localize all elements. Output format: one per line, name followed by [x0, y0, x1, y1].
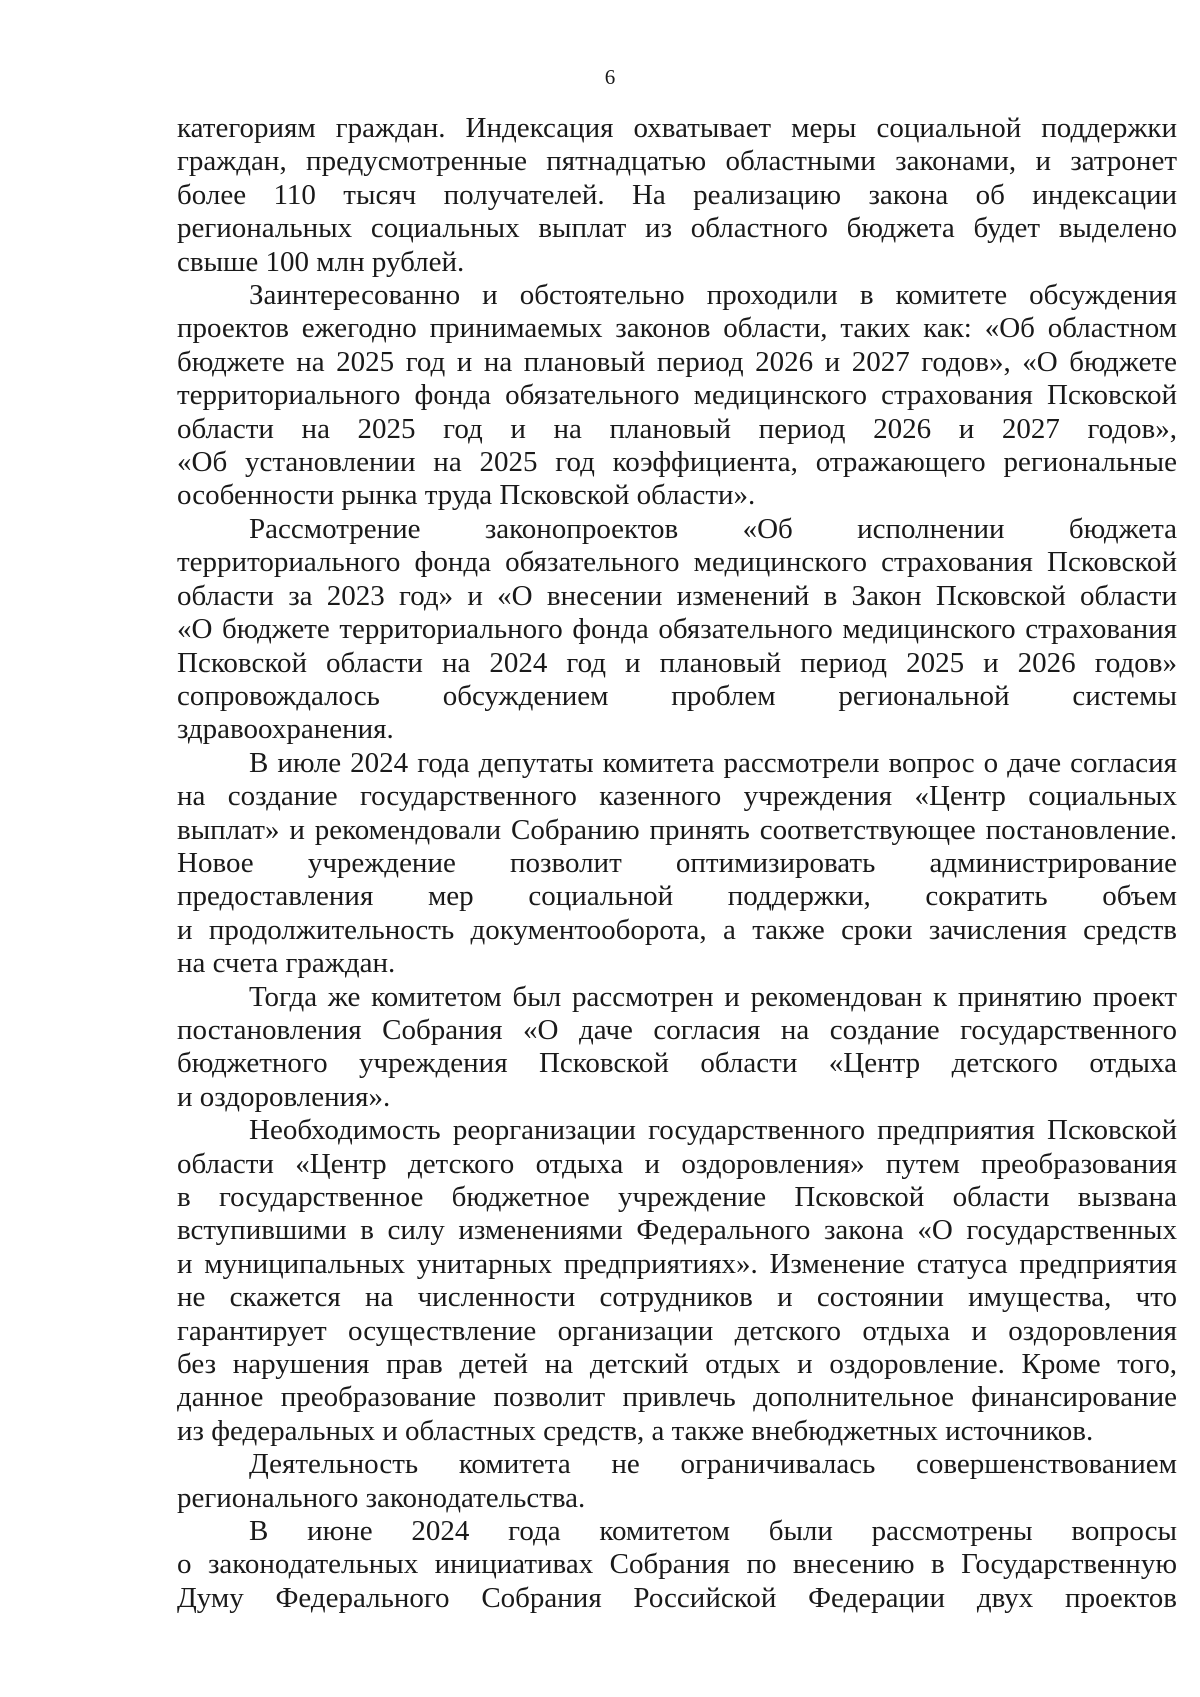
- text-line: Псковской области на 2024 год и плановый период 2025 и 2026 годов»: [177, 646, 1177, 679]
- text-line: свыше 100 млн рублей.: [177, 245, 465, 278]
- text-line: проектов ежегодно принимаемых законов области, таких как: «Об областном: [177, 312, 1177, 345]
- text-line: о законодательных инициативах Собрания по внесению в Государственную: [177, 1548, 1177, 1581]
- text-line: не скажется на численности сотрудников и состоянии имущества, что: [177, 1281, 1177, 1314]
- text-line: территориального фонда обязательного медицинского страхования Псковской: [177, 546, 1177, 579]
- text-line: сопровождалось обсуждением проблем региональной системы: [177, 679, 1177, 712]
- text-line: Думу Федерального Собрания Российской Федерации двух проектов: [177, 1581, 1177, 1614]
- text-line: области «Центр детского отдыха и оздоровления» путем преобразования: [177, 1147, 1177, 1180]
- text-line: бюджете на 2025 год и на плановый период 2026 и 2027 годов», «О бюджете: [177, 345, 1177, 378]
- text-line: и продолжительность документооборота, а также сроки зачисления средств: [177, 913, 1177, 946]
- paragraph-8: [177, 1515, 1177, 1615]
- text-line: и муниципальных унитарных предприятиях». Изменение статуса предприятия: [177, 1247, 1177, 1280]
- text-line: области на 2025 год и на плановый период 2026 и 2027 годов»,: [177, 412, 1177, 445]
- text-line: более 110 тысяч получателей. На реализацию закона об индексации: [177, 178, 1177, 211]
- text-line: Рассмотрение законопроектов «Об исполнении бюджета: [249, 512, 1177, 545]
- text-line: категориям граждан. Индексация охватывает меры социальной поддержки: [177, 112, 1177, 144]
- text-line: здравоохранения.: [177, 713, 394, 746]
- paragraph-4: [177, 747, 1177, 981]
- text-line: «Об установлении на 2025 год коэффициента, отражающего региональные: [177, 446, 1177, 479]
- paragraph-5: [177, 981, 1177, 1115]
- text-line: из федеральных и областных средств, а также внебюджетных источников.: [177, 1414, 1094, 1447]
- text-line: территориального фонда обязательного медицинского страхования Псковской: [177, 379, 1177, 412]
- text-line: бюджетного учреждения Псковской области «Центр детского отдыха: [177, 1047, 1177, 1080]
- text-line: вступившими в силу изменениями Федерального закона «О государственных: [177, 1214, 1177, 1247]
- text-line: В июле 2024 года депутаты комитета рассмотрели вопрос о даче согласия: [249, 746, 1177, 779]
- paragraph-2: [177, 279, 1177, 513]
- text-line: постановления Собрания «О даче согласия на создание государственного: [177, 1013, 1177, 1046]
- text-line: регионального законодательства.: [177, 1481, 586, 1514]
- text-line: Тогда же комитетом был рассмотрен и рекомендован к принятию проект: [249, 980, 1177, 1013]
- text-line: на счета граждан.: [177, 947, 396, 980]
- text-line: выплат» и рекомендовали Собранию принять соответствующее постановление.: [177, 813, 1177, 846]
- text-line: Новое учреждение позволит оптимизировать администрирование: [177, 846, 1177, 879]
- body-text: [177, 112, 1177, 1615]
- text-line: Деятельность комитета не ограничивалась совершенствованием: [249, 1448, 1177, 1481]
- text-line: на создание государственного казенного учреждения «Центр социальных: [177, 780, 1177, 813]
- paragraph-6: [177, 1114, 1177, 1448]
- text-line: граждан, предусмотренные пятнадцатью областными законами, и затронет: [177, 145, 1177, 178]
- paragraph-3: [177, 513, 1177, 747]
- text-line: и оздоровления».: [177, 1080, 391, 1113]
- paragraph-7: [177, 1448, 1177, 1515]
- text-line: области за 2023 год» и «О внесении изменений в Закон Псковской области: [177, 579, 1177, 612]
- text-line: В июне 2024 года комитетом были рассмотрены вопросы: [249, 1515, 1177, 1548]
- text-line: региональных социальных выплат из областного бюджета будет выделено: [177, 212, 1177, 245]
- text-line: Заинтересованно и обстоятельно проходили в комитете обсуждения: [249, 279, 1177, 312]
- paragraph-1: [177, 112, 1177, 279]
- text-line: «О бюджете территориального фонда обязательного медицинского страхования: [177, 613, 1177, 646]
- text-line: предоставления мер социальной поддержки, сократить объем: [177, 880, 1177, 913]
- text-line: в государственное бюджетное учреждение Псковской области вызвана: [177, 1181, 1177, 1213]
- text-line: особенности рынка труда Псковской области».: [177, 479, 756, 512]
- text-line: гарантирует осуществление организации детского отдыха и оздоровления: [177, 1314, 1177, 1347]
- page-number: 6: [604, 65, 616, 89]
- text-line: данное преобразование позволит привлечь дополнительное финансирование: [177, 1381, 1177, 1414]
- text-line: без нарушения прав детей на детский отдых и оздоровление. Кроме того,: [177, 1348, 1177, 1381]
- text-line: Необходимость реорганизации государственного предприятия Псковской: [249, 1114, 1177, 1147]
